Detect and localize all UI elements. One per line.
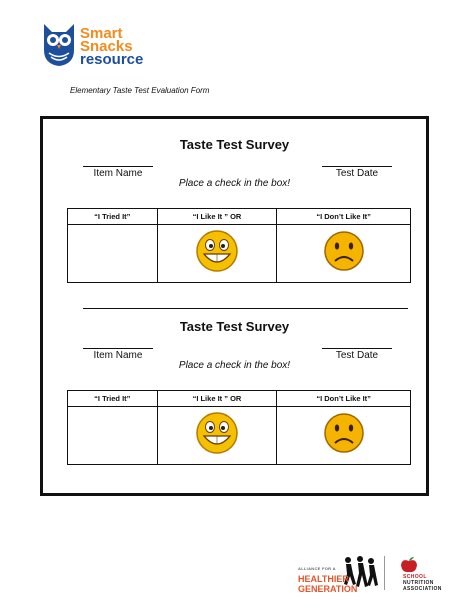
logo-wordmark	[80, 27, 143, 66]
footer-separator	[384, 556, 385, 590]
tried-it-checkbox[interactable]	[68, 407, 158, 465]
col-dont-like-it: “I Don’t Like It”	[277, 391, 411, 407]
item-name-line	[83, 348, 153, 349]
section-divider	[83, 308, 408, 309]
item-name-line	[83, 166, 153, 167]
col-dont-like-it: “I Don’t Like It”	[277, 209, 411, 225]
sna-line-1: SCHOOL	[403, 574, 427, 580]
healthier-generation-logo	[298, 564, 357, 594]
survey-title: Taste Test Survey	[179, 319, 290, 334]
col-like-it: “I Like It ” OR	[157, 391, 277, 407]
response-table	[67, 208, 411, 283]
test-date-label: Test Date	[335, 168, 379, 179]
hg-tagline: ALLIANCE FOR A	[298, 566, 336, 571]
test-date-line	[322, 348, 392, 349]
dont-like-it-cell[interactable]	[277, 225, 411, 283]
form-subtitle: Elementary Taste Test Evaluation Form	[70, 86, 210, 95]
instruction: Place a check in the box!	[178, 360, 291, 371]
response-table	[67, 390, 411, 465]
item-name-label: Item Name	[93, 350, 143, 361]
logo-line-3: resource	[80, 51, 144, 68]
test-date-line	[322, 166, 392, 167]
happy-face-icon	[194, 228, 240, 274]
sna-logo	[403, 574, 442, 592]
sna-line-3: ASSOCIATION	[403, 586, 442, 592]
logo-line-2: Snacks	[80, 38, 133, 55]
survey-title: Taste Test Survey	[179, 137, 290, 152]
instruction: Place a check in the box!	[178, 178, 291, 189]
happy-face-icon	[194, 410, 240, 456]
dont-like-it-cell[interactable]	[277, 407, 411, 465]
col-tried-it: “I Tried It”	[68, 391, 158, 407]
test-date-label: Test Date	[335, 350, 379, 361]
hg-line-2: GENERATION	[298, 584, 358, 594]
logo-line-1: Smart	[80, 25, 123, 42]
col-tried-it: “I Tried It”	[68, 209, 158, 225]
like-it-cell[interactable]	[157, 225, 277, 283]
hg-line-1: HEALTHIER	[298, 574, 349, 584]
sad-face-icon	[322, 229, 366, 273]
sna-line-2: NUTRITION	[403, 580, 434, 586]
apple-icon	[398, 556, 420, 574]
col-like-it: “I Like It ” OR	[157, 209, 277, 225]
like-it-cell[interactable]	[157, 407, 277, 465]
survey-frame	[40, 116, 429, 496]
sad-face-icon	[322, 411, 366, 455]
item-name-label: Item Name	[93, 168, 143, 179]
tried-it-checkbox[interactable]	[68, 225, 158, 283]
